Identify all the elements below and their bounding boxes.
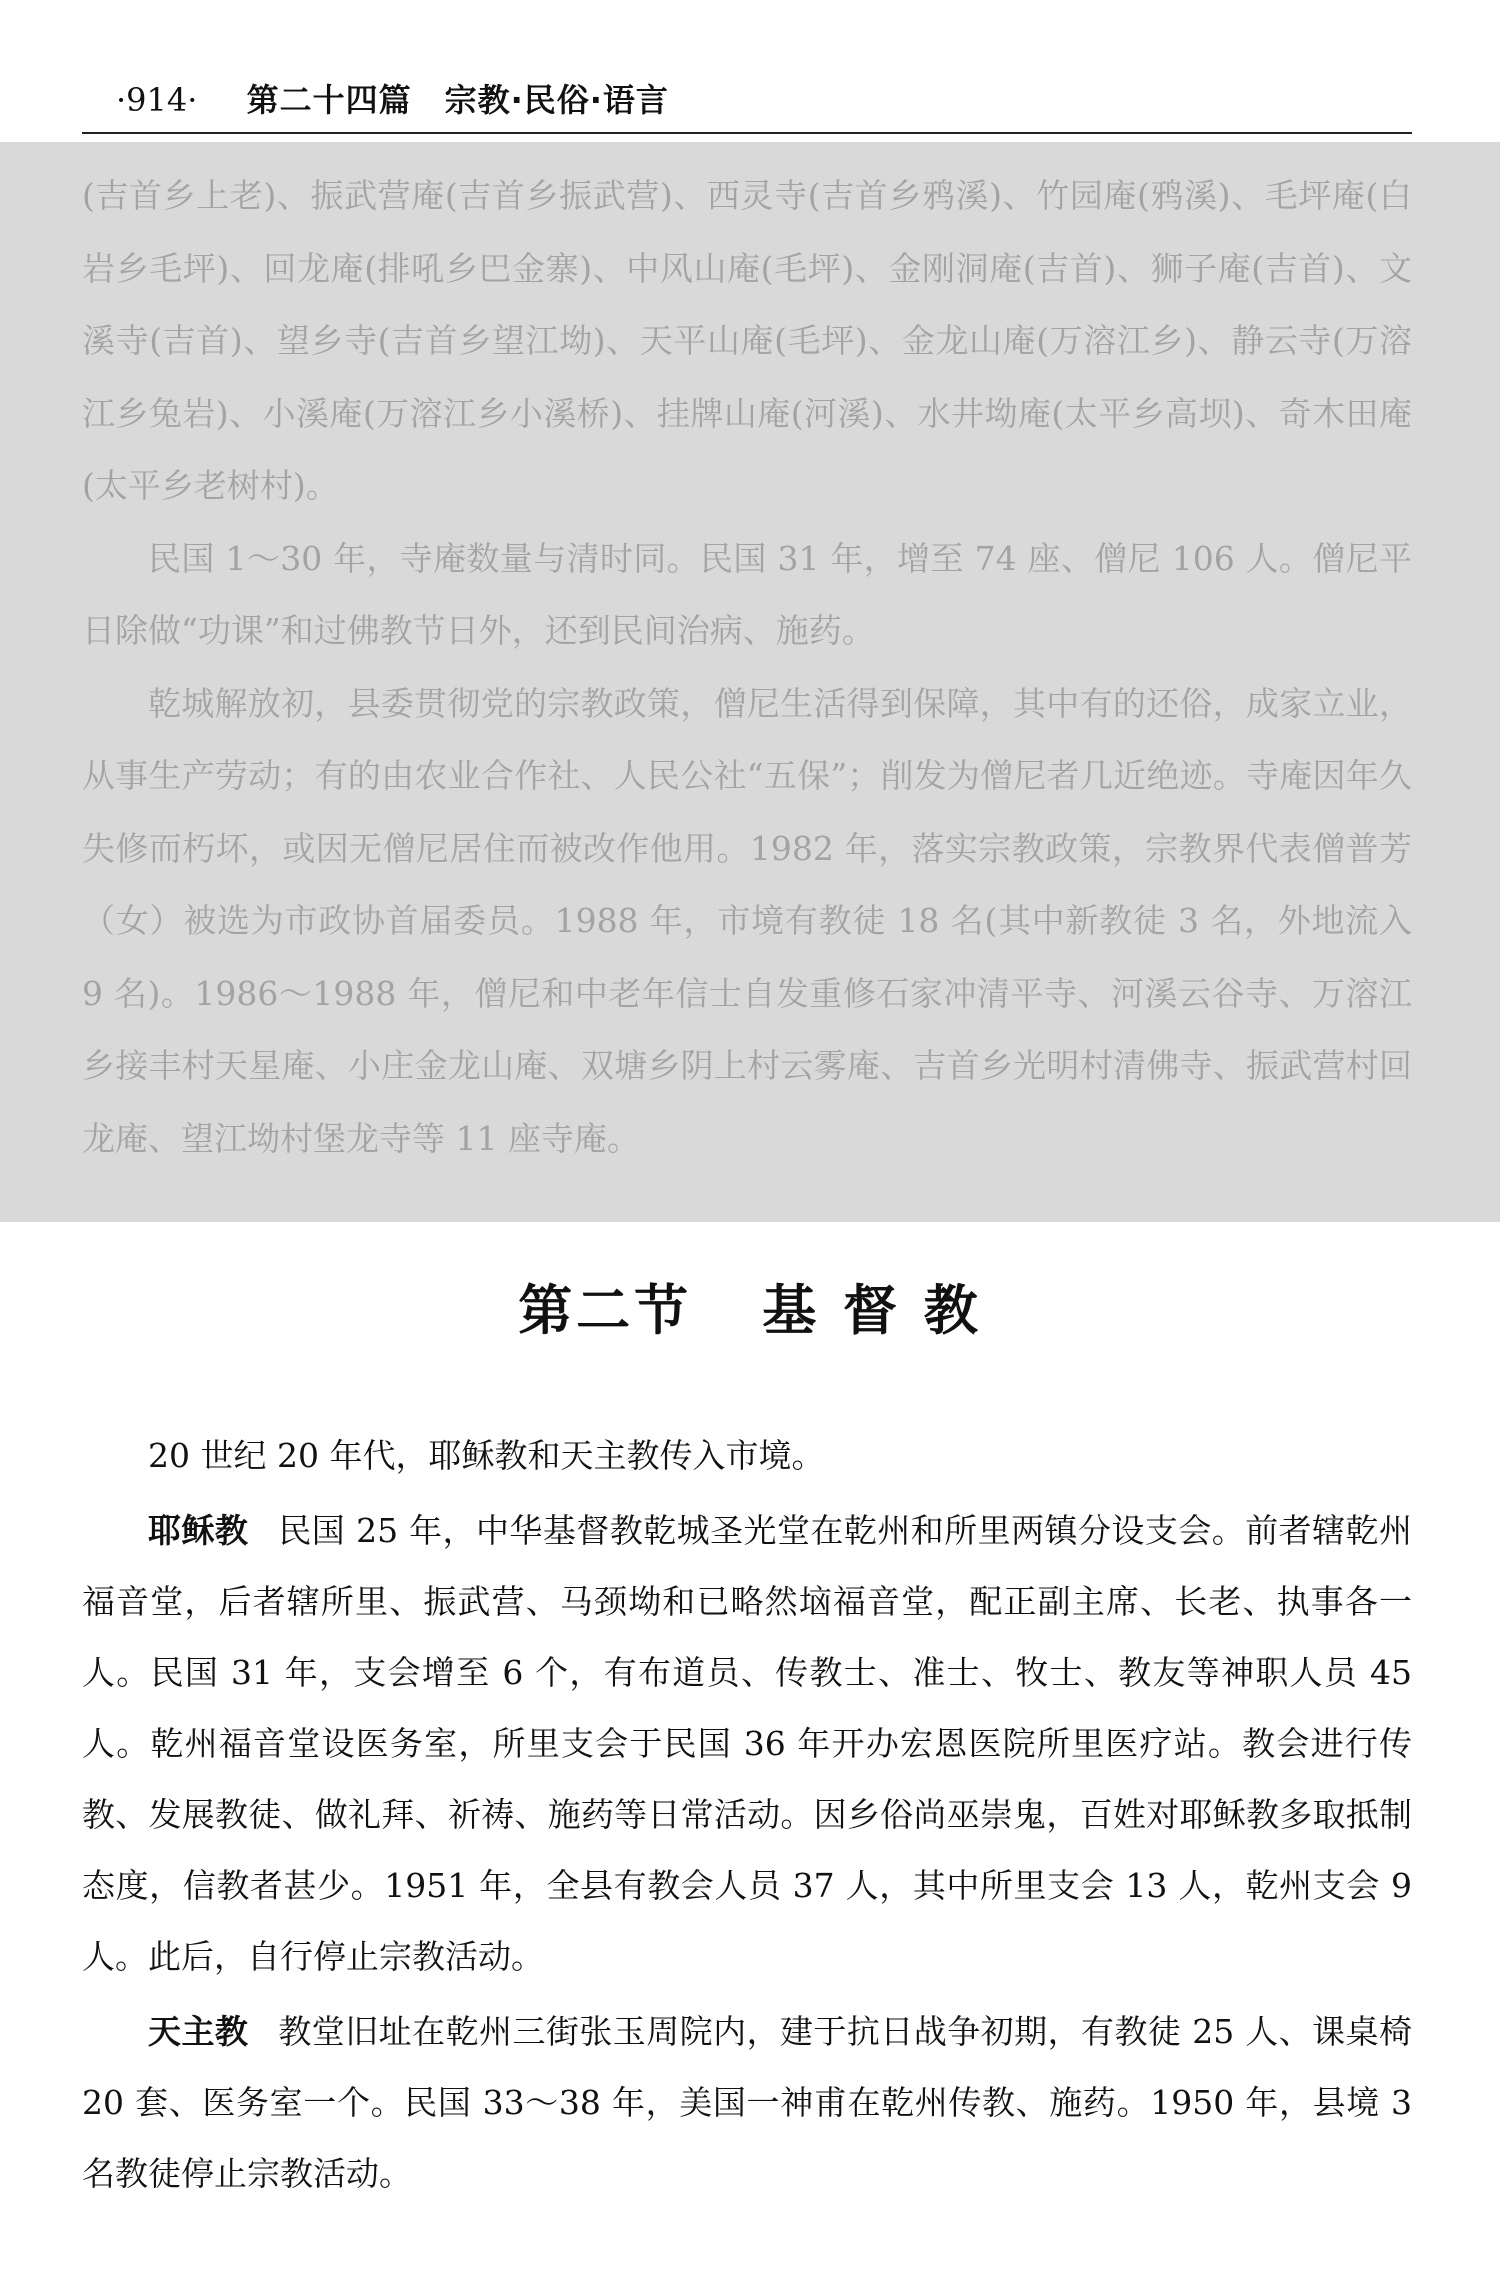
faded-paragraph: 乾城解放初，县委贯彻党的宗教政策，僧尼生活得到保障，其中有的还俗，成家立业，从事生产劳动；有的由农业合作社、人民公社“五保”；削发为僧尼者几近绝迹。寺庵因年久失修而朽坏，或因无僧尼居住而被改作他用。1982 年，落实宗教政策，宗教界代表僧普芳（女）被选为市政协首届委员。1988 年，市境有教徒 18 名(其中新教徒 3 名，外地流入 9 名)。1986～1988 年，僧尼和中老年信士自发重修石家冲清平寺、河溪云谷寺、万溶江乡接丰村天星庵、小庄金龙山庵、双塘乡阴上村云雾庵、吉首乡光明村清佛寺、振武营村回龙庵、望江坳村堡龙寺等 11 座寺庵。 bbox=[82, 683, 1412, 1158]
section-number: 第二节 bbox=[518, 1278, 693, 1342]
protestant-lead: 耶稣教 bbox=[148, 1511, 249, 1550]
catholic-text: 教堂旧址在乾州三街张玉周院内，建于抗日战争初期，有教徒 25 人、课桌椅 20 套、医务室一个。民国 33～38 年，美国一神甫在乾州传教、施药。1950 年，县境 3 名教徒停止宗教活动。 bbox=[82, 2012, 1412, 2193]
section-name: 基 督 教 bbox=[762, 1278, 982, 1342]
section-title bbox=[0, 1265, 1500, 1355]
protestant-text: 民国 25 年，中华基督教乾城圣光堂在乾州和所里两镇分设支会。前者辖乾州福音堂，后者辖所里、振武营、马颈坳和已略然垴福音堂，配正副主席、长老、执事各一人。民国 31 年，支会增至 6 个，有布道员、传教士、准士、牧士、教友等神职人员 45 人。乾州福音堂设医务室，所里支会于民国 36 年开办宏恩医院所里医疗站。教会进行传教、发展教徒、做礼拜、祈祷、施药等日常活动。因乡俗尚巫崇鬼，百姓对耶稣教多取抵制态度，信教者甚少。1951 年，全县有教会人员 37 人，其中所里支会 13 人，乾州支会 9 人。此后，自行停止宗教活动。 bbox=[82, 1511, 1412, 1976]
protestant-paragraph bbox=[82, 1495, 1412, 1992]
part-title: 第二十四篇 宗教·民俗·语言 bbox=[246, 81, 669, 119]
header-rule bbox=[82, 132, 1412, 134]
intro-paragraph: 20 世纪 20 年代，耶稣教和天主教传入市境。 bbox=[148, 1436, 825, 1475]
catholic-lead: 天主教 bbox=[148, 2012, 249, 2051]
page-number: ·914· bbox=[116, 81, 198, 119]
faded-paragraph: 民国 1～30 年，寺庵数量与清时同。民国 31 年，增至 74 座、僧尼 106 人。僧尼平日除做“功课”和过佛教节日外，还到民间治病、施药。 bbox=[82, 538, 1412, 650]
body-text bbox=[82, 1420, 1412, 2209]
catholic-paragraph bbox=[82, 1996, 1412, 2209]
faded-paragraph: (吉首乡上老)、振武营庵(吉首乡振武营)、西灵寺(吉首乡鸦溪)、竹园庵(鸦溪)、毛坪庵(白岩乡毛坪)、回龙庵(排吼乡巴金寨)、中风山庵(毛坪)、金刚洞庵(吉首)、狮子庵(吉首)、文溪寺(吉首)、望乡寺(吉首乡望江坳)、天平山庵(毛坪)、金龙山庵(万溶江乡)、静云寺(万溶江乡兔岩)、小溪庵(万溶江乡小溪桥)、挂牌山庵(河溪)、水井坳庵(太平乡高坝)、奇木田庵(太平乡老树村)。 bbox=[82, 176, 1412, 505]
faded-text-block bbox=[82, 160, 1412, 1175]
running-head bbox=[116, 70, 1416, 130]
